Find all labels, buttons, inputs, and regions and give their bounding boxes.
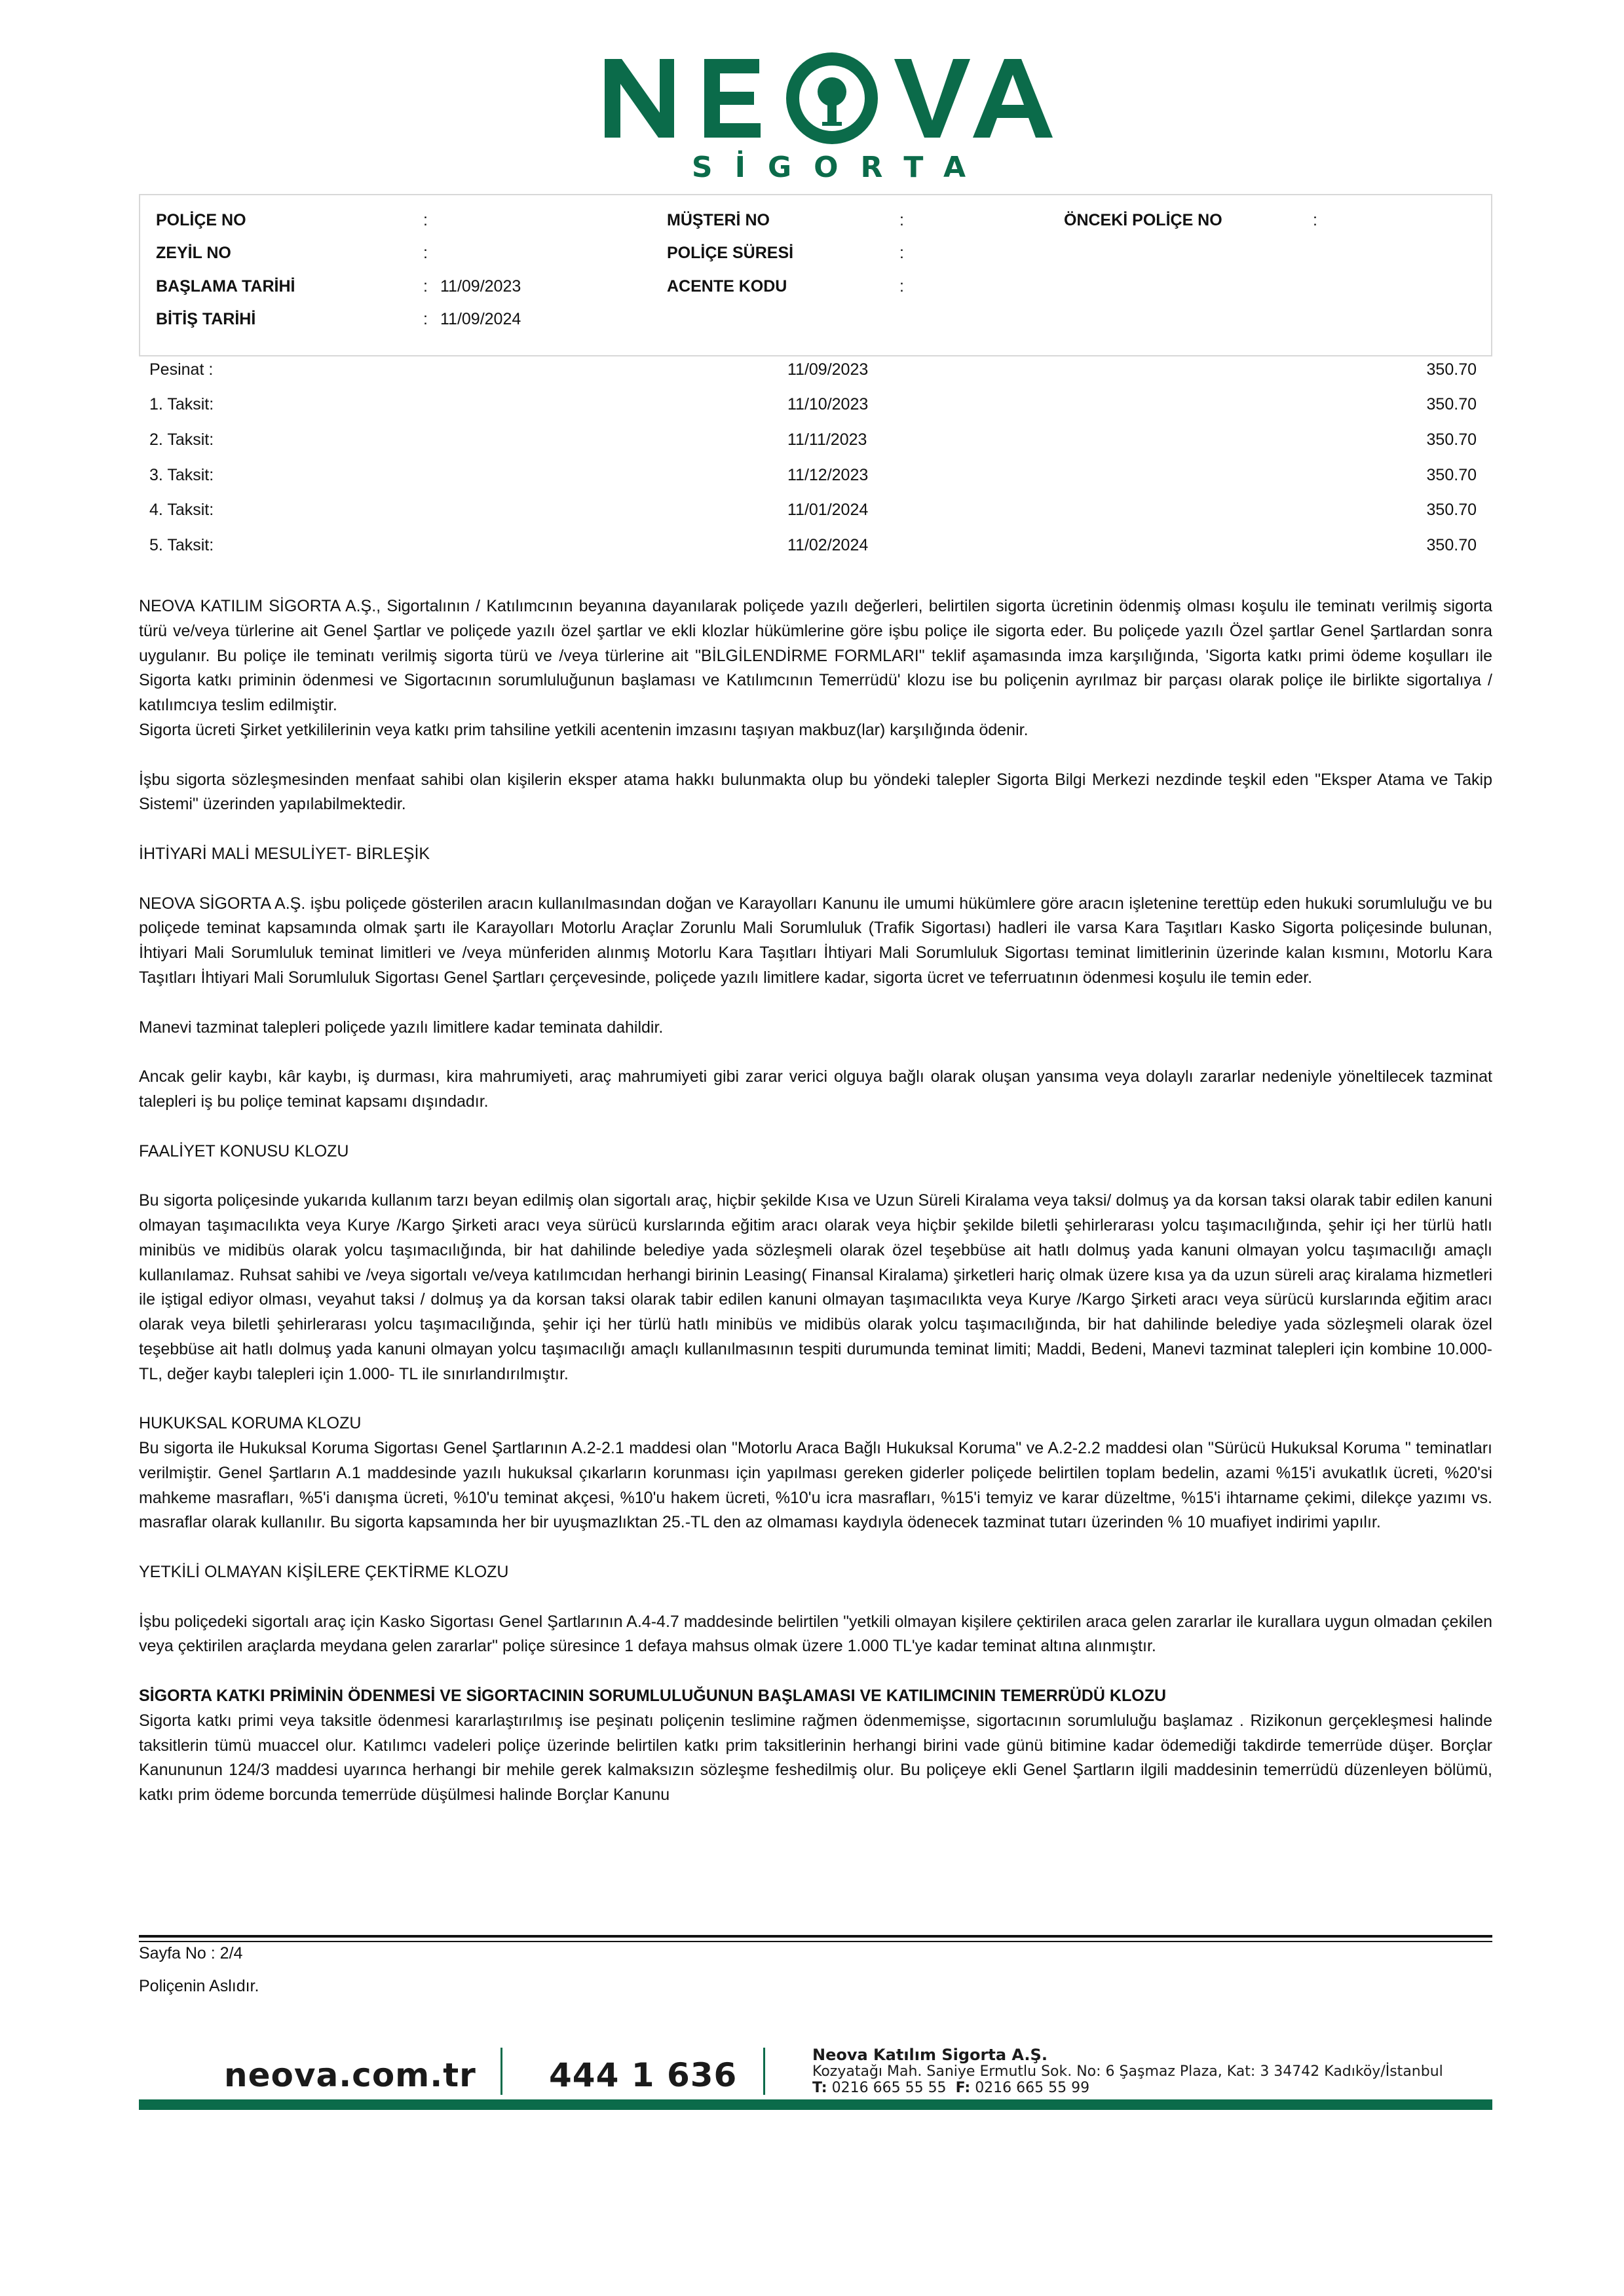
indirect-loss-paragraph: Ancak gelir kaybı, kâr kaybı, iş durması, kira mahrumiyeti, araç mahrumiyeti gibi zarar verici olguya bağlı olarak oluşan yansıma veya dolaylı zararlar nedeniyle yöneltilecek tazminat talepleri iş bu poliçe teminat kapsamı dışındadır. <box>139 1067 1492 1111</box>
installment-label: 2. Taksit: <box>149 430 214 449</box>
end-date-label: BİTİŞ TARİHİ <box>156 310 256 328</box>
company-contact-numbers <box>812 2080 1443 2096</box>
optional-liability-paragraph: NEOVA SİGORTA A.Ş. işbu poliçede gösterilen aracın kullanılmasından doğan ve Karayolları Kanunu ile umumi hükümlere göre aracın işletenine terettüp eden hukuki sorumluluğu ve bu poliçede teminat kapsamında olmak şartı ile Karayolları Motorlu Araçlar Zorunlu Mali Sorumluluk (Trafik Sigortası) hadleri ile varsa Kara Taşıtları Kasko Sigorta poliçesinde bulunan, İhtiyari Mali Sorumluluk teminat limitleri ve /veya münferiden alınmış Motorlu Kara Taşıtları İhtiyari Mali Sorumluluk Sigortası teminat limitlerinin üzerinde kalan kısmını, Motorlu Kara Taşıtları İhtiyari Mali Sorumluluk Sigortası Genel Şartları çerçevesinde, poliçede yazılı limitlere kadar, sigorta ücret ve teferruatının ödenmesi koşulu ile temin eder. <box>139 894 1492 987</box>
intro-paragraph: NEOVA KATILIM SİGORTA A.Ş., Sigortalının / Katılımcının beyanına dayanılarak poliçede yazılı değerleri, belirtilen sigorta ücretinin ödenmiş olması koşulu ile teminatı verilmiş sigorta türü ve/veya türlerine ait Genel Şartlar ve poliçede yazılı özel şartlar ve ekli klozlar hükümlerine göre işbu poliçe ile sigorta eder. Bu poliçede yazılı Özel şartlar Genel Şartlardan sonra uygulanır. Bu poliçe ile teminatı verilmiş sigorta türü ve /veya türlerine ait "BİLGİLENDİRME FORMLARI" teklif aşamasında imza karşılığında, 'Sigorta katkı primi ödeme koşulları ile Sigorta katkı priminin ödenmesi ve Sigortacının sorumluluğunun başlaması ve Katılımcının Temerrüdü' klozu ise bu poliçenin ayrılmaz bir parçası olarak poliçe ile birlikte sigortalıya / katılımcıya teslim edilmiştir. <box>139 597 1492 715</box>
premium-payment-paragraph: Sigorta katkı primi veya taksitle ödenmesi kararlaştırılmış ise peşinatı poliçenin teslimine rağmen ödenmemişse, sigortacının sorumluluğu başlamaz . Rizikonun gerçekleşmesi halinde taksitlerin tümü muaccel olur. Katılımcı vadeleri poliçe üzerinde belirtilen katkı prim taksitlerinin herhangi birini vade günü bitimine kadar ödemediği takdirde temerrüde düşer. Borçlar Kanununun 124/3 maddesi uyarınca herhangi bir mehile gerek kalmaksızın sözleşme feshedilmiş olur. Bu poliçeye ekli Genel Şartların ilgili maddesinin temerrüdü düzenleyen bölümü, katkı prim ödeme borcunda temerrüde düşülmesi halinde Borçlar Kanunu <box>139 1711 1492 1805</box>
footer-rule <box>139 1935 1492 1938</box>
company-address: Kozyatağı Mah. Saniye Ermutlu Sok. No: 6 Şaşmaz Plaza, Kat: 3 34742 Kadıköy/İstanbul <box>812 2063 1443 2080</box>
policy-no-colon: : <box>423 211 428 229</box>
installment-row <box>139 360 1492 387</box>
expert-assignment-paragraph: İşbu sigorta sözleşmesinden menfaat sahibi olan kişilerin eksper atama hakkı bulunmakta olup bu yöndeki talepler Sigorta Bilgi Merkezi nezdinde teşkil eden "Eksper Atama ve Takip Sistemi" üzerinden yapılabilmektedir. <box>139 770 1492 814</box>
neova-logo <box>599 33 1058 190</box>
contact-divider <box>763 2048 765 2095</box>
installment-amount: 350.70 <box>1426 466 1477 484</box>
contact-divider <box>500 2048 502 2095</box>
moral-damages-paragraph: Manevi tazminat talepleri poliçede yazılı limitlere kadar teminata dahildir. <box>139 1018 664 1037</box>
installment-amount: 350.70 <box>1426 395 1477 413</box>
start-date-colon: : <box>423 277 428 296</box>
phone-number: 444 1 636 <box>549 2056 738 2094</box>
contact-bar <box>139 2044 1492 2103</box>
customer-no-colon: : <box>899 211 904 229</box>
installment-date: 11/11/2023 <box>787 430 867 449</box>
installment-amount: 350.70 <box>1426 501 1477 519</box>
installment-row <box>139 536 1492 562</box>
endorsement-no-label: ZEYİL NO <box>156 244 231 262</box>
footer-rule-thin <box>139 1941 1492 1942</box>
section-heading-optional-liability: İHTİYARİ MALİ MESULİYET- BİRLEŞİK <box>139 844 430 863</box>
customer-no-label: MÜŞTERİ NO <box>667 211 770 229</box>
company-address-block <box>812 2047 1443 2096</box>
installment-date: 11/12/2023 <box>787 466 869 484</box>
header-row-4 <box>140 310 1491 336</box>
company-name: Neova Katılım Sigorta A.Ş. <box>812 2046 1048 2064</box>
activity-clause-paragraph: Bu sigorta poliçesinde yukarıda kullanım tarzı beyan edilmiş olan sigortalı araç, hiçbir şekilde Kısa ve Uzun Süreli Kiralama veya taksi/ dolmuş ya da korsan taksi olarak tabir edilen kanuni olmayan taşımacılıkta veya Kurye /Kargo Şirketi aracı veya sürücü kurslarında eğitim aracı olarak veya hiçbir şekilde biletli şehirlerarası yolcu taşımacılığında, şehir içi her türlü hatlı minibüs ve midibüs olarak yolcu taşımacılığında, bir hat dahilinde belediye yada sözleşmeli olarak özel teşebbüse ait hatlı dolmuş yada kanuni olmayan yolcu taşımacılığı amaçlı kullanılamaz. Ruhsat sahibi ve /veya sigortalı ve/veya katılımcıdan herhangi birinin Leasing( Finansal Kiralama) şirketleri hariç olmak üzere kısa ya da uzun süreli araç kiralama hizmetleri ile iştigal ediyor olması, veyahut taksi / dolmuş ya da korsan taksi olarak tabir edilen kanuni olmayan taşımacılıkta veya Kurye /Kargo Şirketi aracı veya sürücü kurslarında eğitim aracı olarak veya biletli şehirlerarası yolcu taşımacılığında, şehir içi her türlü hatlı minibüs ve midibüs olarak yolcu taşımacılığında, bir hat dahilinde belediye yada sözleşmeli olarak özel teşebbüse ait hatlı dolmuş yada kanuni olmayan yolcu taşımacılığı amaçlı kullanılmasının tespiti durumunda teminat limiti; Maddi, Bedeni, Manevi tazminat talepleri için kombine 10.000-TL, değer kaybı talepleri için 1.000- TL ile sınırlandırılmıştır. <box>139 1191 1492 1383</box>
installment-date: 11/02/2024 <box>787 536 869 554</box>
website-link[interactable]: neova.com.tr <box>224 2056 476 2094</box>
section-heading-legal-protection: HUKUKSAL KORUMA KLOZU <box>139 1414 362 1433</box>
page-number: Sayfa No : 2/4 <box>139 1944 243 1962</box>
section-heading-towing-clause: YETKİLİ OLMAYAN KİŞİLERE ÇEKTİRME KLOZU <box>139 1563 509 1582</box>
installment-amount: 350.70 <box>1426 430 1477 449</box>
header-row-2 <box>140 244 1491 270</box>
installment-label: 3. Taksit: <box>149 466 214 484</box>
policy-term-label: POLİÇE SÜRESİ <box>667 244 794 262</box>
end-date-colon: : <box>423 310 428 328</box>
end-date-value: 11/09/2024 <box>440 310 521 328</box>
installment-date: 11/01/2024 <box>787 501 869 519</box>
start-date-value: 11/09/2023 <box>440 277 521 296</box>
installment-amount: 350.70 <box>1426 536 1477 554</box>
previous-policy-no-label: ÖNCEKİ POLİÇE NO <box>1064 211 1222 229</box>
agent-code-label: ACENTE KODU <box>667 277 787 296</box>
previous-policy-no-colon: : <box>1313 211 1317 229</box>
section-heading-activity-clause: FAALİYET KONUSU KLOZU <box>139 1141 349 1160</box>
fax-value: 0216 665 55 99 <box>975 2080 1090 2096</box>
payment-note-paragraph: Sigorta ücreti Şirket yetkililerinin veya katkı prim tahsiline yetkili acentenin imzasını taşıyan makbuz(lar) karşılığında ödenir. <box>139 720 1029 739</box>
installment-date: 11/10/2023 <box>787 395 869 413</box>
installment-label: 1. Taksit: <box>149 395 214 413</box>
installment-row <box>139 466 1492 492</box>
neova-wordmark-logo <box>599 39 1058 151</box>
header-row-3 <box>140 277 1491 303</box>
tel-label: T: <box>812 2080 827 2096</box>
towing-clause-paragraph: İşbu poliçedeki sigortalı araç için Kasko Sigortası Genel Şartlarının A.4-4.7 maddesinde belirtilen "yetkili olmayan kişilere çektirilen araca gelen zararlar ile kurallara uygun olmadan çekilen veya çektirilen araçlarda meydana gelen zararlar" poliçe süresince 1 defaya mahsus olmak üzere 1.000 TL'ye kadar teminat altına alınmıştır. <box>139 1612 1492 1656</box>
policy-term-colon: : <box>899 244 904 262</box>
fax-label: F: <box>955 2080 971 2096</box>
agent-code-colon: : <box>899 277 904 296</box>
installment-row <box>139 501 1492 527</box>
installment-row <box>139 430 1492 457</box>
footer-brand-bar <box>139 2099 1492 2110</box>
tel-value: 0216 665 55 55 <box>831 2080 947 2096</box>
policy-no-label: POLİÇE NO <box>156 211 246 229</box>
original-copy-note: Poliçenin Aslıdır. <box>139 1977 259 1995</box>
installment-date: 11/09/2023 <box>787 360 869 379</box>
installment-label: 4. Taksit: <box>149 501 214 519</box>
installment-amount: 350.70 <box>1426 360 1477 379</box>
logo-subtitle: SİGORTA <box>691 151 989 184</box>
installment-label: 5. Taksit: <box>149 536 214 554</box>
policy-body-text <box>139 594 1492 1808</box>
installment-label: Pesinat : <box>149 360 214 379</box>
start-date-label: BAŞLAMA TARİHİ <box>156 277 295 296</box>
header-row-1 <box>140 211 1491 237</box>
legal-protection-paragraph: Bu sigorta ile Hukuksal Koruma Sigortası Genel Şartlarının A.2-2.1 maddesi olan "Motorlu Araca Bağlı Hukuksal Koruma" ve A.2-2.2 maddesi olan "Sürücü Hukuksal Koruma " teminatları verilmiştir. Genel Şartların A.1 maddesinde yazılı hukuksal çıkarların korunması için yapılması gereken giderler poliçede belirtilen toplam bedelin, azami %15'i avukatlık ücreti, %20'si mahkeme masrafları, %5'i danışma ücreti, %10'u teminat akçesi, %10'u hakem ücreti, %10'u icra masrafları, %15'i temyiz ve karar düzeltme, %15'i ihtarname çekimi, dilekçe yazımı vs. masraflar olarak kullanılır. Bu sigorta kapsamında her bir uyuşmazlıktan 25.-TL den az olmaması kaydıyla ödenecek tazminat tutarı üzerinden % 10 muafiyet indirimi yapılır. <box>139 1439 1492 1532</box>
policy-header-box <box>139 194 1492 356</box>
endorsement-no-colon: : <box>423 244 428 262</box>
installment-row <box>139 395 1492 421</box>
section-heading-premium-payment: SİGORTA KATKI PRİMİNİN ÖDENMESİ VE SİGORTACININ SORUMLULUĞUNUN BAŞLAMASI VE KATILIMCININ TEMERRÜDÜ KLOZU <box>139 1687 1167 1706</box>
